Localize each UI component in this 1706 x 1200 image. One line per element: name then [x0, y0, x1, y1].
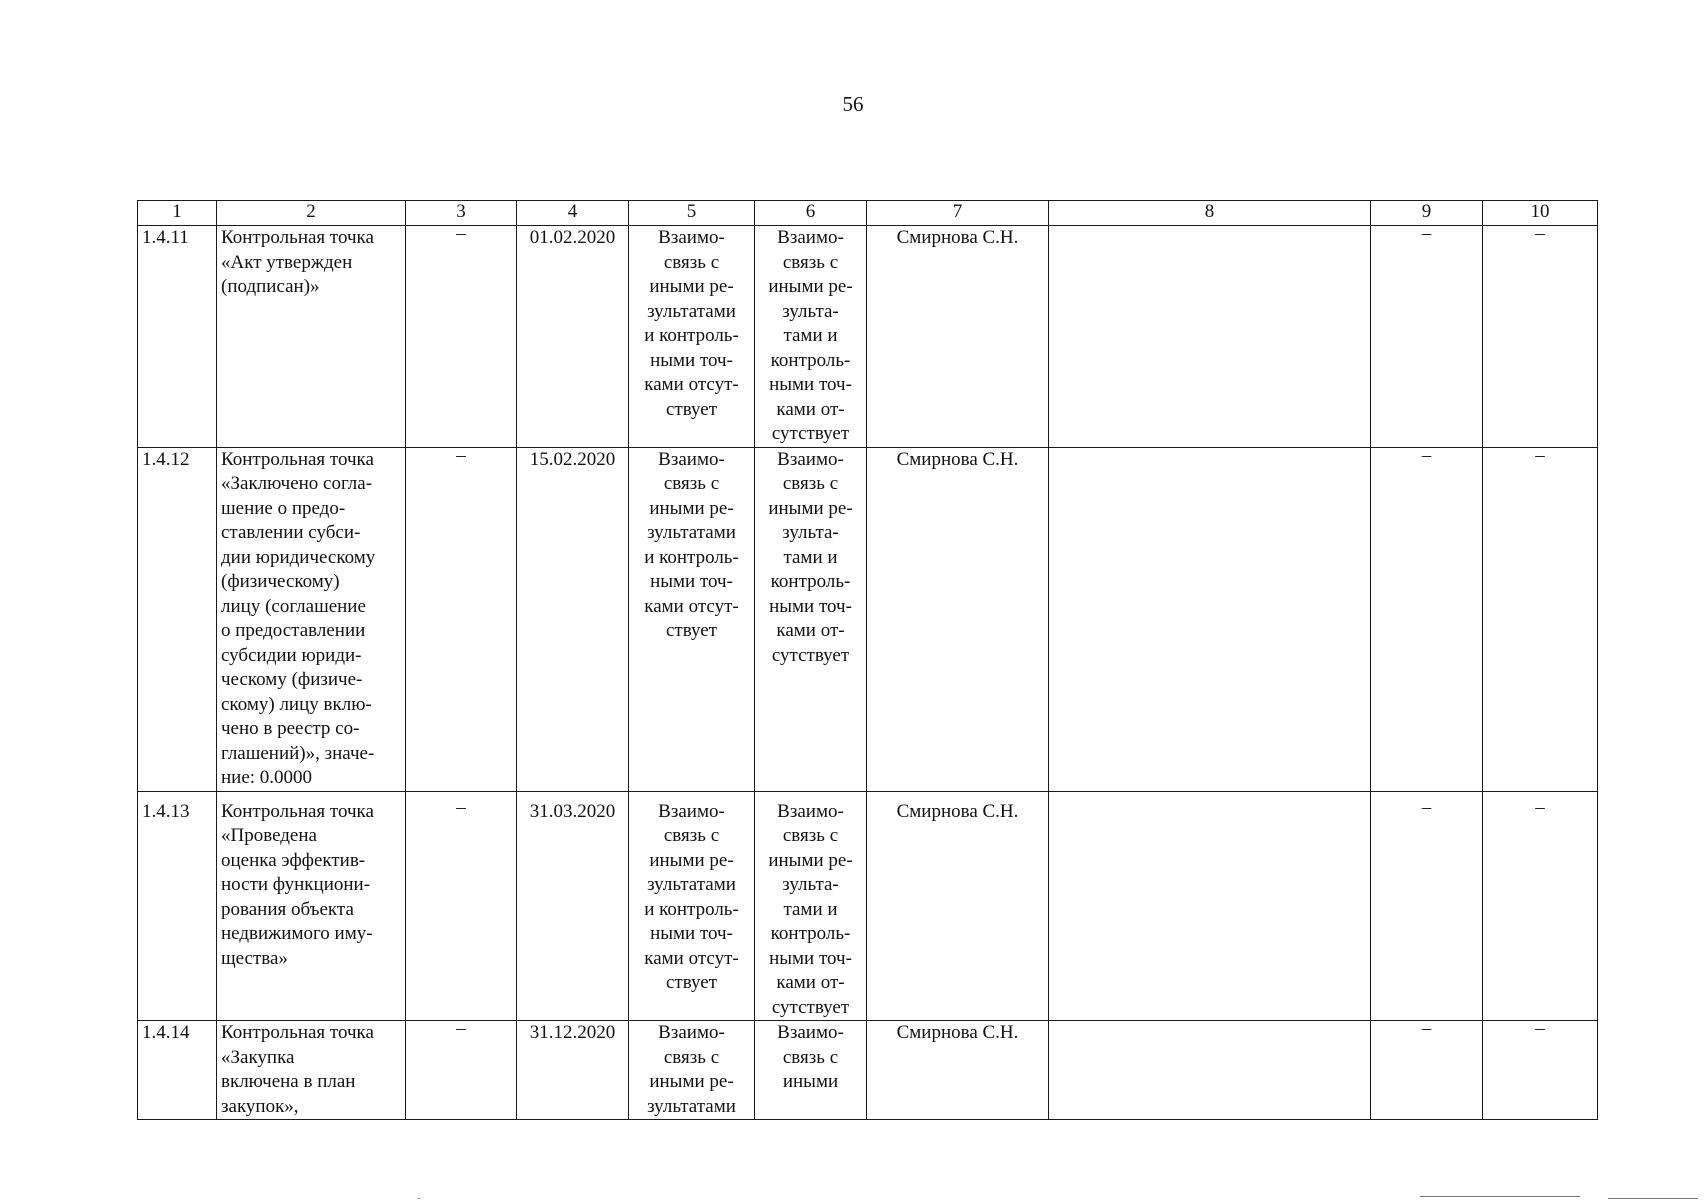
table-row — [138, 447, 1598, 791]
responsible-person: Смирнова С.Н. — [867, 447, 1049, 791]
col9-value: – — [1421, 447, 1432, 466]
header-col-2: 2 — [217, 201, 406, 226]
col8-value — [1049, 226, 1371, 448]
row-number: 1.4.14 — [138, 1021, 217, 1120]
responsible-person: Смирнова С.Н. — [867, 1021, 1049, 1120]
table-row — [138, 791, 1598, 1021]
header-col-1: 1 — [138, 201, 217, 226]
header-col-6: 6 — [755, 201, 867, 226]
control-date: 15.02.2020 — [517, 447, 629, 791]
col10-value: – — [1535, 1020, 1545, 1039]
control-date: 31.12.2020 — [517, 1021, 629, 1120]
responsible-person: Смирнова С.Н. — [867, 791, 1049, 1021]
relation-results: Взаимо- связь с иными ре- зультатами и контроль- ными точ- ками отсут- ствует — [644, 800, 739, 993]
page-number: 56 — [842, 92, 864, 116]
relation-results: Взаимо- связь с иными ре- зультатами и контроль- ными точ- ками отсут- ствует — [644, 227, 739, 420]
col3-value: – — [456, 796, 466, 818]
table-row — [138, 1021, 1598, 1120]
row-number: 1.4.13 — [138, 791, 217, 1021]
relation-control-points: Взаимо- связь с иными ре- зульта- тами и контроль- ными точ- ками от- сутствует — [768, 227, 853, 444]
scan-speck — [418, 1198, 420, 1199]
col8-value — [1049, 791, 1371, 1021]
relation-control-points: Взаимо- связь с иными — [777, 1022, 844, 1092]
col3-value: – — [456, 447, 466, 466]
scan-edge-line — [1608, 1198, 1698, 1199]
scan-edge-line — [1420, 1196, 1580, 1197]
row-number: 1.4.12 — [138, 447, 217, 791]
col3-value: – — [456, 1020, 466, 1039]
relation-control-points: Взаимо- связь с иными ре- зульта- тами и контроль- ными точ- ками от- сутствует — [768, 800, 853, 1018]
col8-value — [1049, 447, 1371, 791]
col10-value: – — [1535, 796, 1545, 818]
header-col-5: 5 — [629, 201, 755, 226]
col10-value: – — [1535, 447, 1545, 466]
table-row — [138, 226, 1598, 448]
header-row — [138, 201, 1598, 226]
header-col-4: 4 — [517, 201, 629, 226]
col9-value: – — [1421, 796, 1432, 818]
relation-results: Взаимо- связь с иными ре- зультатами и контроль- ными точ- ками отсут- ствует — [644, 448, 739, 641]
control-point-name: Контрольная точка «Заключено согла- шение о предо- ставлении субси- дии юридическому (физическому) лицу (соглашение о предоставлении субсидии юриди- ческому (физиче- скому) лицу вклю- чено в реестр со- глашений)», значе- ние: 0.0000 — [221, 448, 376, 788]
control-point-name: Контрольная точка «Проведена оценка эффектив- ности функциони- рования объекта недвижимого иму- щества» — [221, 800, 374, 969]
control-point-name: Контрольная точка «Акт утвержден (подписан)» — [221, 227, 374, 297]
responsible-person: Смирнова С.Н. — [867, 226, 1049, 448]
control-date: 01.02.2020 — [517, 226, 629, 448]
header-col-10: 10 — [1483, 201, 1598, 226]
col10-value: – — [1535, 225, 1545, 244]
control-points-table — [137, 200, 1598, 1120]
col3-value: – — [456, 225, 466, 244]
row-number: 1.4.11 — [138, 226, 217, 448]
relation-control-points: Взаимо- связь с иными ре- зульта- тами и контроль- ными точ- ками от- сутствует — [768, 448, 853, 666]
header-col-9: 9 — [1371, 201, 1483, 226]
relation-results: Взаимо- связь с иными ре- зультатами — [647, 1022, 736, 1117]
col9-value: – — [1421, 1020, 1432, 1039]
col8-value — [1049, 1021, 1371, 1120]
col9-value: – — [1421, 225, 1432, 244]
control-date: 31.03.2020 — [517, 791, 629, 1021]
header-col-3: 3 — [406, 201, 517, 226]
header-col-8: 8 — [1049, 201, 1371, 226]
header-col-7: 7 — [867, 201, 1049, 226]
control-point-name: Контрольная точка «Закупка включена в план закупок», — [221, 1022, 374, 1117]
